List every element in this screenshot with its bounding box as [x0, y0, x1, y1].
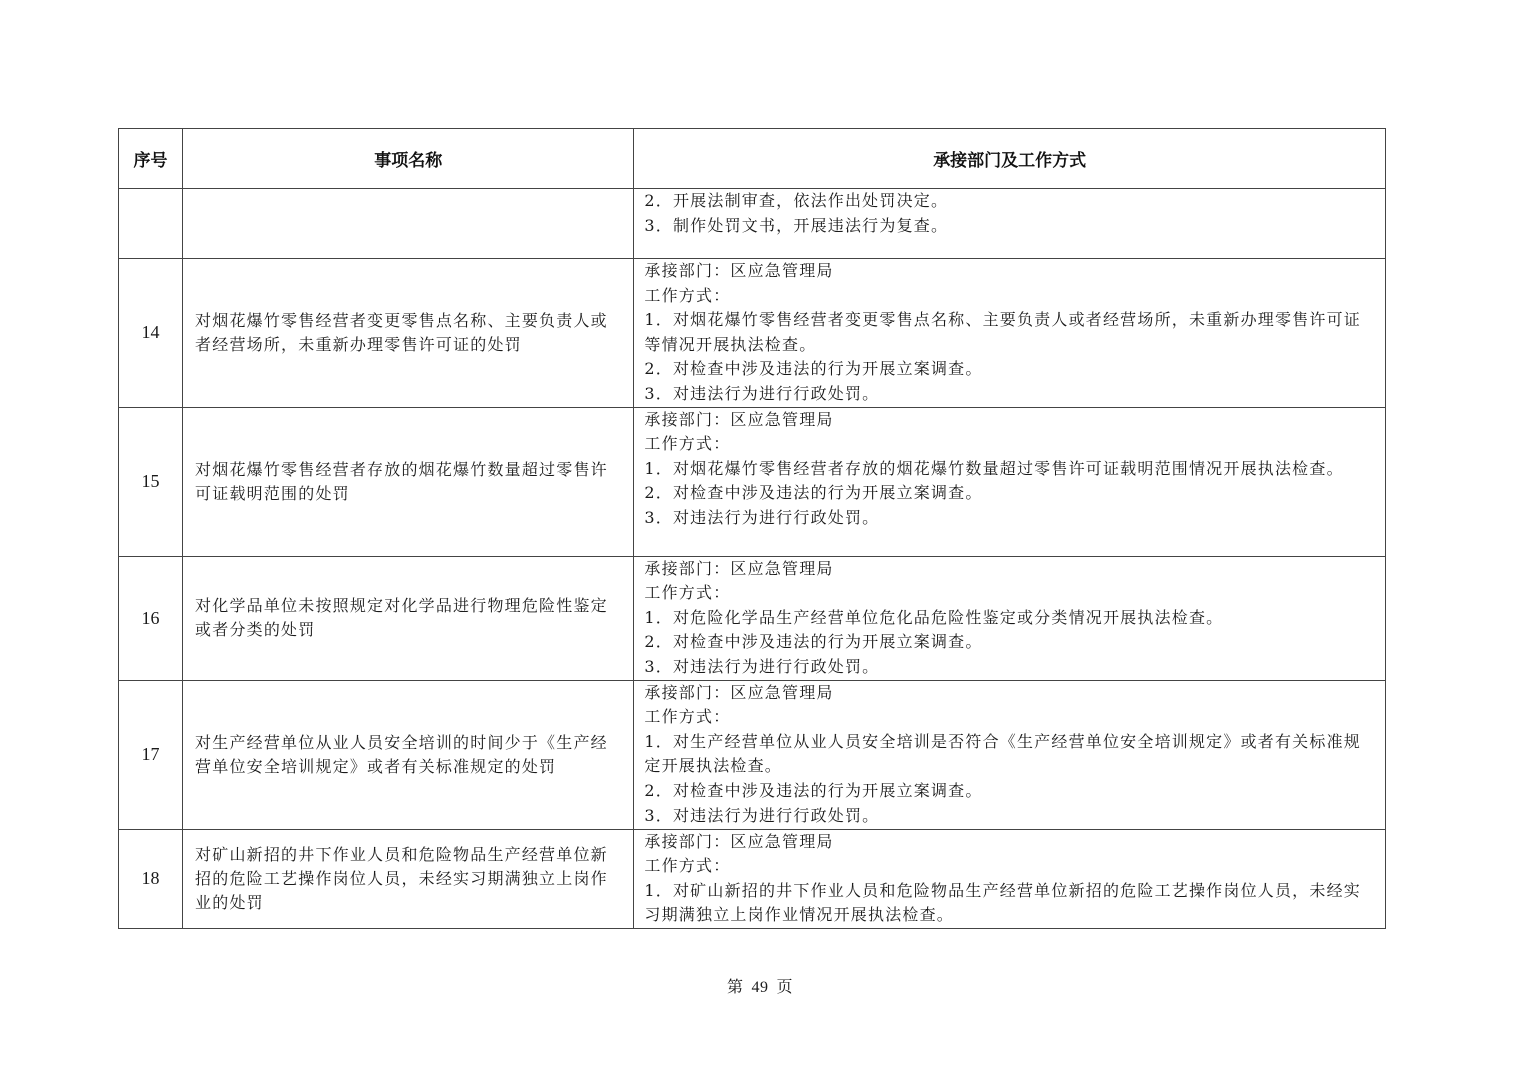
header-item-name: 事项名称 — [183, 129, 634, 189]
row-item-name — [183, 189, 634, 259]
method-line: 1．对烟花爆竹零售经营者存放的烟花爆竹数量超过零售许可证载明范围情况开展执法检查。 — [644, 458, 1344, 478]
method-line: 3．制作处罚文书，开展违法行为复查。 — [644, 215, 949, 235]
method-line: 2．对检查中涉及违法的行为开展立案调查。 — [644, 483, 983, 503]
method-line: 1．对生产经营单位从业人员安全培训是否符合《生产经营单位安全培训规定》或者有关标准规定开展执法检查。 — [644, 731, 1361, 776]
method-line: 2．对检查中涉及违法的行为开展立案调查。 — [644, 359, 983, 379]
method-line: 工作方式： — [644, 434, 731, 454]
row-serial-number — [119, 189, 183, 259]
method-line: 3．对违法行为进行行政处罚。 — [644, 805, 880, 825]
page-number-suffix: 页 — [776, 979, 794, 996]
method-line: 工作方式： — [644, 707, 731, 727]
method-line: 1．对矿山新招的井下作业人员和危险物品生产经营单位新招的危险工艺操作岗位人员，未经实习期满独立上岗作业情况开展执法检查。 — [644, 880, 1361, 925]
row-item-name: 对化学品单位未按照规定对化学品进行物理危险性鉴定或者分类的处罚 — [183, 556, 634, 680]
row-department-method — [634, 259, 1386, 408]
method-line: 2．对检查中涉及违法的行为开展立案调查。 — [644, 632, 983, 652]
method-line: 承接部门：区应急管理局 — [644, 682, 834, 702]
method-line: 承接部门：区应急管理局 — [644, 831, 834, 851]
row-serial-number: 15 — [119, 407, 183, 556]
header-department-method: 承接部门及工作方式 — [634, 129, 1386, 189]
row-serial-number: 14 — [119, 259, 183, 408]
method-line: 3．对违法行为进行行政处罚。 — [644, 383, 880, 403]
row-department-method — [634, 680, 1386, 829]
row-serial-number: 18 — [119, 829, 183, 928]
row-serial-number: 17 — [119, 680, 183, 829]
row-item-name: 对生产经营单位从业人员安全培训的时间少于《生产经营单位安全培训规定》或者有关标准规定的处罚 — [183, 680, 634, 829]
page-number-prefix: 第 — [726, 979, 744, 996]
method-line: 承接部门：区应急管理局 — [644, 261, 834, 280]
page-number-footer — [0, 974, 1520, 997]
method-line: 2．对检查中涉及违法的行为开展立案调查。 — [644, 780, 983, 800]
row-department-method — [634, 189, 1386, 259]
table-row — [119, 189, 1386, 259]
page-number: 49 — [751, 979, 769, 996]
table-row — [119, 829, 1386, 928]
row-item-name: 对烟花爆竹零售经营者变更零售点名称、主要负责人或者经营场所，未重新办理零售许可证的处罚 — [183, 259, 634, 408]
row-department-method — [634, 407, 1386, 556]
row-item-name: 对烟花爆竹零售经营者存放的烟花爆竹数量超过零售许可证载明范围的处罚 — [183, 407, 634, 556]
method-line: 2．开展法制审查，依法作出处罚决定。 — [644, 191, 949, 210]
method-line: 3．对违法行为进行行政处罚。 — [644, 507, 880, 527]
method-line: 工作方式： — [644, 285, 731, 305]
method-line: 工作方式： — [644, 583, 731, 603]
table-row — [119, 556, 1386, 680]
row-department-method — [634, 556, 1386, 680]
table-row — [119, 680, 1386, 829]
table-header-row — [119, 129, 1386, 189]
items-table — [118, 128, 1386, 929]
header-serial-number: 序号 — [119, 129, 183, 189]
row-department-method — [634, 829, 1386, 928]
method-line: 1．对烟花爆竹零售经营者变更零售点名称、主要负责人或者经营场所，未重新办理零售许可证等情况开展执法检查。 — [644, 310, 1361, 354]
row-serial-number: 16 — [119, 556, 183, 680]
row-item-name: 对矿山新招的井下作业人员和危险物品生产经营单位新招的危险工艺操作岗位人员，未经实习期满独立上岗作业的处罚 — [183, 829, 634, 928]
method-line: 工作方式： — [644, 856, 731, 876]
method-line: 3．对违法行为进行行政处罚。 — [644, 656, 880, 676]
method-line: 承接部门：区应急管理局 — [644, 409, 834, 429]
method-line: 承接部门：区应急管理局 — [644, 558, 834, 578]
table-row — [119, 407, 1386, 556]
method-line: 1．对危险化学品生产经营单位危化品危险性鉴定或分类情况开展执法检查。 — [644, 607, 1224, 627]
table-row — [119, 259, 1386, 408]
